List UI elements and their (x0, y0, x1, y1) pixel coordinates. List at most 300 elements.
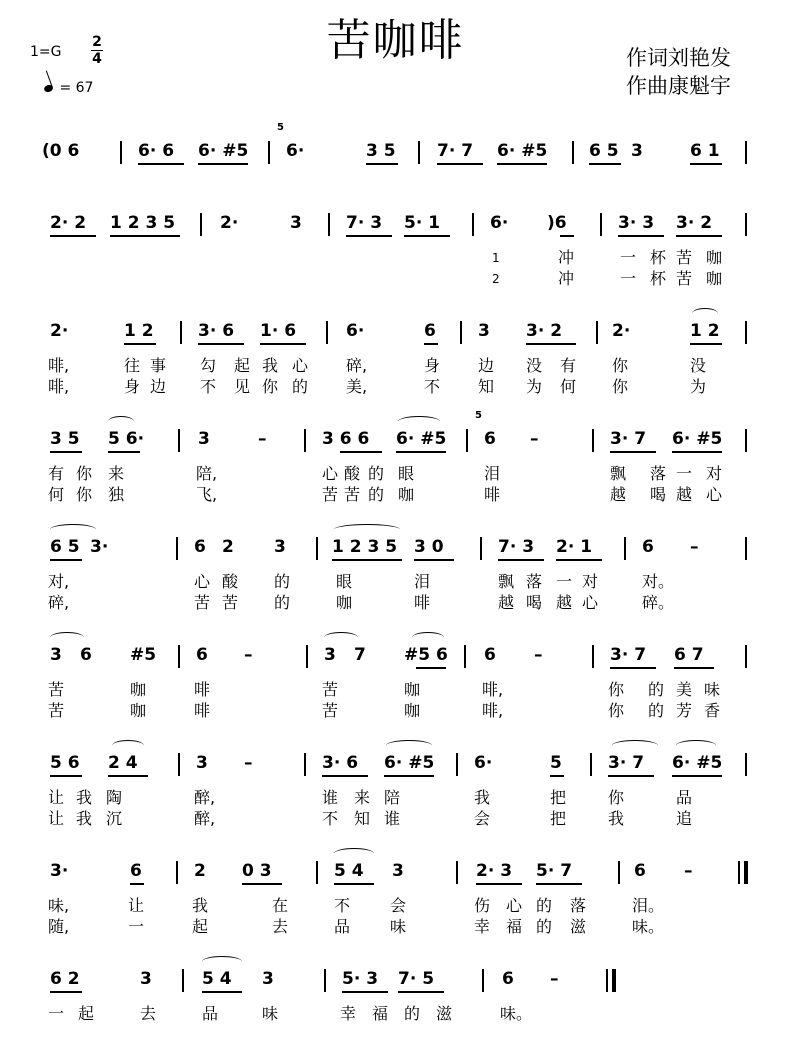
lyric: 飘 (610, 464, 627, 483)
underline (198, 163, 248, 165)
lyric: 把 (550, 809, 567, 828)
underline (366, 163, 398, 165)
slur (692, 308, 718, 319)
underline (124, 343, 156, 345)
barline (326, 321, 328, 344)
note-group: #5 6 (404, 645, 448, 665)
note-group: – (550, 969, 559, 989)
note-group: 2· 1 (556, 537, 593, 557)
lyric: 的 (404, 1004, 421, 1023)
lyric: 的 (274, 572, 291, 591)
verse-number: 2 (492, 272, 500, 286)
barline (738, 861, 740, 884)
note-group: 6 2 (50, 969, 80, 989)
barline (456, 753, 458, 776)
note-group: 6· (286, 141, 305, 161)
lyric: 我 (608, 809, 625, 828)
barline (592, 429, 594, 452)
slur (612, 740, 658, 751)
note-group: 3· (90, 537, 109, 557)
lyric: 喝 (650, 485, 667, 504)
lyric: 品 (202, 1004, 219, 1023)
underline (672, 775, 722, 777)
note-group: – (258, 429, 267, 449)
note-group: 1 2 3 5 (332, 537, 398, 557)
note-group: 3 5 (366, 141, 396, 161)
note-group: 6· #5 (672, 429, 723, 449)
underline (398, 991, 444, 993)
lyric: 让 (48, 788, 65, 807)
note-group: 3 (50, 645, 62, 665)
barline (456, 861, 458, 884)
barline (304, 753, 306, 776)
note-group: 5· 1 (404, 213, 441, 233)
note-group: 6 (424, 321, 436, 341)
lyrics-verse-2 (0, 809, 791, 829)
barline (316, 861, 318, 884)
underline (108, 451, 140, 453)
underline (50, 451, 82, 453)
barline (482, 969, 484, 992)
note-group: 1 2 (124, 321, 154, 341)
lyric: 咖 (130, 680, 147, 699)
underline (50, 235, 96, 237)
lyric: 我 (192, 896, 209, 915)
underline (690, 163, 722, 165)
barline (200, 213, 202, 236)
note-group: 5 6 (50, 753, 80, 773)
barline (745, 429, 747, 452)
lyric: 的 (368, 485, 385, 504)
lyric: 味 (704, 680, 721, 699)
lyric: 一 (48, 1004, 65, 1023)
notation-row (0, 410, 791, 452)
note-group: 6 5 (589, 141, 619, 161)
lyric: 对, (48, 572, 70, 591)
barline (464, 645, 466, 668)
lyric: 边 (150, 377, 167, 396)
note-group: 6 (484, 429, 496, 449)
underline (342, 991, 388, 993)
note-group: 3· 2 (676, 213, 713, 233)
barline (178, 753, 180, 776)
lyric: 的 (536, 917, 553, 936)
lyric: 咖 (404, 680, 421, 699)
note-group: – (244, 645, 253, 665)
note-group: 3 5 (50, 429, 80, 449)
underline (322, 775, 368, 777)
note-group: 2 (194, 861, 206, 881)
lyric: 幸 (340, 1004, 357, 1023)
lyric: 来 (354, 788, 371, 807)
note-group: 2· (220, 213, 239, 233)
lyric: 不 (322, 809, 339, 828)
barline (745, 141, 747, 164)
lyric: 冲 (558, 248, 575, 267)
note-group: – (530, 429, 539, 449)
lyric: 酸 (222, 572, 239, 591)
lyric: 品 (676, 788, 693, 807)
barline (745, 753, 747, 776)
credits (626, 44, 731, 100)
lyric: 苦 (344, 485, 361, 504)
note-group: 1· 6 (260, 321, 297, 341)
slur (50, 524, 96, 535)
lyric: 勾 (200, 356, 217, 375)
barline (472, 213, 474, 236)
lyric: 一 (620, 269, 637, 288)
note-group: 6· #5 (497, 141, 548, 161)
lyric: 不 (200, 377, 217, 396)
note-group: 6· (490, 213, 509, 233)
composer-credit: 作曲康魁宇 (626, 74, 731, 98)
note-group: 6· #5 (384, 753, 435, 773)
slur (334, 524, 400, 535)
lyric: 边 (478, 356, 495, 375)
tempo-value: = 67 (59, 80, 94, 96)
barline (606, 969, 608, 992)
barline (624, 537, 626, 560)
lyric: 啡, (482, 701, 504, 720)
notation-row (0, 212, 791, 236)
lyric: 苦 (194, 593, 211, 612)
lyric: 碎, (48, 593, 70, 612)
lyric: 我 (262, 356, 279, 375)
lyric: 心 (322, 464, 339, 483)
lyric: 起 (78, 1004, 95, 1023)
lyric: 美, (346, 377, 368, 396)
lyric: 心 (582, 593, 599, 612)
barline (572, 141, 574, 164)
lyric: 越 (556, 593, 573, 612)
lyric: 谁 (384, 809, 401, 828)
time-signature (90, 34, 104, 67)
lyric: 啡, (48, 377, 70, 396)
lyric: 身 (124, 377, 141, 396)
lyrics-verse-1 (0, 356, 791, 376)
note-group: 6· (346, 321, 365, 341)
lyric: 一 (128, 917, 145, 936)
lyric: 苦 (322, 485, 339, 504)
note-group: 2· 2 (50, 213, 87, 233)
underline (424, 343, 438, 345)
song-title: 苦咖啡 (326, 15, 465, 66)
lyric: 碎。 (642, 593, 675, 612)
lyric: 啡, (48, 356, 70, 375)
barline (304, 429, 306, 452)
note-group: 1 2 3 5 (110, 213, 176, 233)
lyric: 没 (526, 356, 543, 375)
note-group: 3· 2 (526, 321, 563, 341)
barline (178, 645, 180, 668)
note-group: 6 (642, 537, 654, 557)
lyric: 啡, (482, 680, 504, 699)
slur (112, 740, 144, 751)
underline (50, 991, 82, 993)
lyric: 不 (334, 896, 351, 915)
lyricist-credit: 作词刘艳发 (626, 46, 731, 70)
underline (610, 667, 656, 669)
lyric: 会 (390, 896, 407, 915)
underline (396, 451, 446, 453)
lyric: 落 (650, 464, 667, 483)
lyric: 你 (612, 356, 629, 375)
lyric: 心 (706, 485, 723, 504)
lyric: 味。 (500, 1004, 533, 1023)
barline (306, 645, 308, 668)
lyric: 苦 (222, 593, 239, 612)
note-group: 3 (140, 969, 152, 989)
note-group: 3· 7 (610, 429, 647, 449)
underline (674, 667, 714, 669)
note-group: 2· (612, 321, 631, 341)
lyrics-verse-1 (0, 680, 791, 700)
lyric: 越 (610, 485, 627, 504)
lyric: 香 (704, 701, 721, 720)
lyric: 冲 (558, 269, 575, 288)
note-group: 6 (634, 861, 646, 881)
lyric: 落 (570, 896, 587, 915)
underline (110, 235, 180, 237)
barline (180, 321, 182, 344)
lyric: 品 (334, 917, 351, 936)
underline (384, 775, 434, 777)
lyrics-verse-1 (0, 896, 791, 916)
lyric: 见 (234, 377, 251, 396)
slur (108, 416, 134, 427)
lyrics-verse-1 (0, 572, 791, 592)
note-group: 7· 3 (346, 213, 383, 233)
note-group: 3 (196, 753, 208, 773)
note-group: 3 (392, 861, 404, 881)
lyric: 味, (48, 896, 70, 915)
lyric: 苦 (48, 680, 65, 699)
underline (138, 163, 184, 165)
underline (608, 775, 654, 777)
note-group: 5 4 (334, 861, 364, 881)
lyric: 我 (76, 809, 93, 828)
barline (600, 213, 602, 236)
lyric: 的 (536, 896, 553, 915)
underline (476, 883, 522, 885)
lyric: 随, (48, 917, 70, 936)
lyric: 的 (368, 464, 385, 483)
note-group: 2· (50, 321, 69, 341)
note-group: 3 0 (414, 537, 444, 557)
barline (745, 321, 747, 344)
lyric: 杯 (650, 269, 667, 288)
underline (50, 559, 82, 561)
lyric: 起 (192, 917, 209, 936)
notation-row (0, 644, 791, 668)
lyrics-verse-2 (0, 917, 791, 937)
lyric: 起 (234, 356, 251, 375)
barline (328, 213, 330, 236)
note-group: 3· (50, 861, 69, 881)
lyric: 何 (560, 377, 577, 396)
lyric: 陪, (196, 464, 218, 483)
lyric: 的 (292, 377, 309, 396)
lyric: 知 (354, 809, 371, 828)
barline (618, 861, 620, 884)
note-group: 5 4 (202, 969, 232, 989)
lyric: 苦 (676, 248, 693, 267)
barline (176, 537, 178, 560)
barline (590, 753, 592, 776)
note-group: 3 6 6 (322, 429, 370, 449)
note-group: 6 (502, 969, 514, 989)
lyrics-verse-2 (0, 701, 791, 721)
lyric: 咖 (706, 269, 723, 288)
barline (178, 429, 180, 452)
underline (526, 343, 576, 345)
lyric: 泪。 (632, 896, 665, 915)
lyric: 啡 (414, 593, 431, 612)
lyric: 咖 (706, 248, 723, 267)
lyric: 杯 (650, 248, 667, 267)
note-group: 6· #5 (198, 141, 249, 161)
lyric: 苦 (48, 701, 65, 720)
barline (745, 645, 747, 668)
lyric: 苦 (676, 269, 693, 288)
lyric: 何 (48, 485, 65, 504)
lyric: 眼 (398, 464, 415, 483)
note-group: 3 (478, 321, 490, 341)
lyrics-verse-2 (0, 593, 791, 613)
lyric: 让 (48, 809, 65, 828)
lyric: 咖 (130, 701, 147, 720)
slur (334, 848, 374, 859)
note-group: 3 (262, 969, 274, 989)
slur (676, 740, 716, 751)
lyric: 越 (676, 485, 693, 504)
lyric: 醉, (194, 788, 216, 807)
lyric: 咖 (398, 485, 415, 504)
lyric: 味 (262, 1004, 279, 1023)
lyric: 你 (608, 788, 625, 807)
lyric: 苦 (322, 701, 339, 720)
underline (108, 775, 148, 777)
lyrics-verse-2 (0, 377, 791, 397)
lyric: 味。 (632, 917, 665, 936)
barline (592, 645, 594, 668)
note-group: – (684, 861, 693, 881)
tempo-marking (44, 80, 93, 96)
lyric: 醉, (194, 809, 216, 828)
lyric: 为 (526, 377, 543, 396)
slur (50, 632, 84, 643)
lyric: 会 (474, 809, 491, 828)
slur (202, 956, 242, 967)
barline (480, 537, 482, 560)
lyric: 沉 (106, 809, 123, 828)
lyric: 身 (424, 356, 441, 375)
barline (460, 321, 462, 344)
lyrics-verse-1 (0, 248, 791, 268)
underline (556, 559, 602, 561)
lyric: 的 (648, 701, 665, 720)
lyric: 心 (292, 356, 309, 375)
time-signature-bottom: 4 (92, 51, 102, 67)
barline (182, 969, 184, 992)
lyric: 碎, (346, 356, 368, 375)
barline (120, 141, 122, 164)
lyric: 喝 (526, 593, 543, 612)
barline (596, 321, 598, 344)
note-group: 7 (354, 645, 366, 665)
note-group: 7· 3 (498, 537, 535, 557)
lyric: 对。 (642, 572, 675, 591)
slur (412, 632, 444, 643)
lyric: 去 (272, 917, 289, 936)
lyric: 啡 (484, 485, 501, 504)
lyric: 啡 (194, 701, 211, 720)
underline (242, 883, 282, 885)
lyric: 幸 (474, 917, 491, 936)
lyric: 有 (48, 464, 65, 483)
note-group: 6 (80, 645, 92, 665)
note-group: 6· #5 (396, 429, 447, 449)
lyric: 的 (274, 593, 291, 612)
note-group: 6 5 (50, 537, 80, 557)
lyric: 来 (108, 464, 125, 483)
lyric: 我 (76, 788, 93, 807)
barline (324, 969, 326, 992)
notation-row (0, 320, 791, 344)
note-group: 6· #5 (672, 753, 723, 773)
underline (198, 343, 244, 345)
underline (334, 883, 374, 885)
lyric: 一 (676, 464, 693, 483)
lyric: 咖 (336, 593, 353, 612)
lyric: 事 (150, 356, 167, 375)
underline (340, 451, 382, 453)
lyric: 飘 (498, 572, 515, 591)
underline (610, 451, 656, 453)
lyric: 味 (390, 917, 407, 936)
lyric: 你 (608, 701, 625, 720)
lyric: 咖 (404, 701, 421, 720)
note-group: 3· 6 (322, 753, 359, 773)
note-group: 3 (198, 429, 210, 449)
lyric: 不 (424, 377, 441, 396)
lyric: 把 (550, 788, 567, 807)
lyric: 泪 (484, 464, 501, 483)
note-group: 6 1 (690, 141, 720, 161)
lyric: 落 (526, 572, 543, 591)
note-group: )6 (547, 213, 567, 233)
lyric: 让 (128, 896, 145, 915)
slur (386, 740, 432, 751)
notation-row (0, 752, 791, 776)
lyric: 你 (608, 680, 625, 699)
note-group: 3 (631, 141, 643, 161)
underline (202, 991, 242, 993)
note-group: (0 6 (42, 141, 80, 161)
lyric: 芳 (676, 701, 693, 720)
note-group: 0 3 (242, 861, 272, 881)
note-group: 7· 5 (398, 969, 435, 989)
underline (550, 775, 564, 777)
underline (404, 235, 450, 237)
final-barline (612, 969, 616, 992)
note-group: – (690, 537, 699, 557)
notation-row (0, 536, 791, 560)
note-group: 6 (484, 645, 496, 665)
note-group: 6 (196, 645, 208, 665)
barline (745, 213, 747, 236)
note-group: 6 (194, 537, 206, 557)
